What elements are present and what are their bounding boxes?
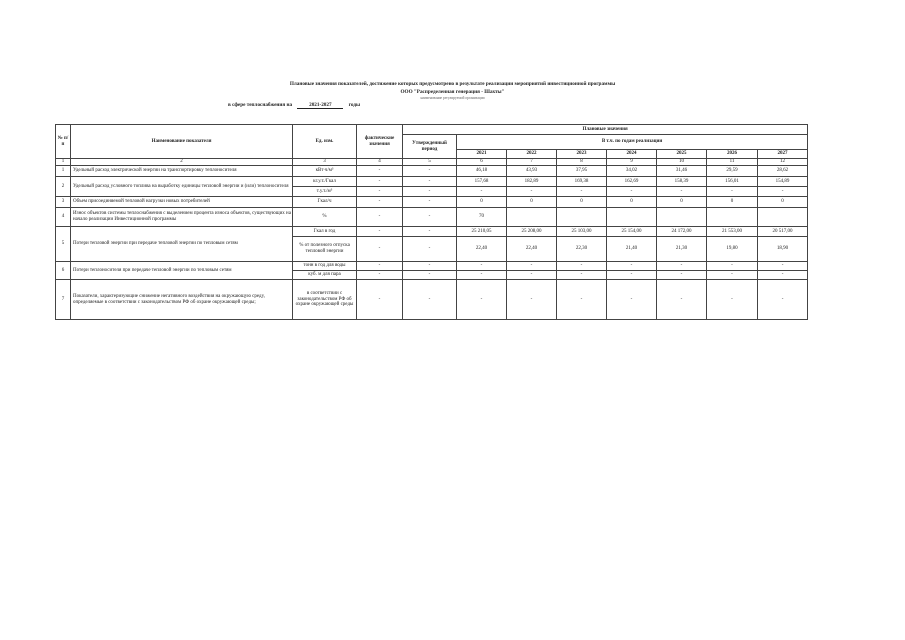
row-value: 156,01 <box>707 177 758 187</box>
row-value <box>758 208 808 227</box>
indicators-table <box>55 124 808 320</box>
row-value: - <box>507 280 557 320</box>
table-row <box>56 197 808 208</box>
header-unit: Ед. изм. <box>293 125 357 159</box>
row-approved: - <box>403 262 457 271</box>
row-value: - <box>657 280 707 320</box>
row-value: 19,80 <box>707 237 758 262</box>
row-value: 34,02 <box>607 166 657 177</box>
row-value: 25 103,00 <box>557 227 607 237</box>
row-value: - <box>758 187 808 197</box>
row-value: - <box>507 262 557 271</box>
row-value: 20 517,00 <box>758 227 808 237</box>
row-value: - <box>607 280 657 320</box>
row-value: 158,39 <box>657 177 707 187</box>
row-value <box>607 208 657 227</box>
row-value: - <box>507 271 557 280</box>
row-approved: - <box>403 237 457 262</box>
row-approved: - <box>403 208 457 227</box>
row-unit: % <box>293 208 357 227</box>
row-value: - <box>707 280 758 320</box>
header-year: 2024 <box>607 150 657 159</box>
row-value: 29,59 <box>707 166 758 177</box>
row-value: 0 <box>507 197 557 208</box>
row-value: - <box>557 271 607 280</box>
row-value: 18,90 <box>758 237 808 262</box>
sphere-prefix: в сфере теплоснабжения на <box>228 102 293 108</box>
sphere-line <box>228 102 360 109</box>
row-unit: в соответствии с законодательством РФ об охране окружающей среды <box>293 280 357 320</box>
table-row <box>56 208 808 227</box>
row-value: - <box>607 262 657 271</box>
row-value: 154,89 <box>758 177 808 187</box>
row-value: 0 <box>607 197 657 208</box>
header-year: 2027 <box>758 150 808 159</box>
row-num: 1 <box>56 166 71 177</box>
row-value: 182,89 <box>507 177 557 187</box>
row-value <box>707 208 758 227</box>
row-value: 157,68 <box>457 177 507 187</box>
row-value: - <box>657 271 707 280</box>
row-name: Объем присоединяемой тепловой нагрузки новых потребителей <box>71 197 293 208</box>
row-value: 0 <box>457 197 507 208</box>
row-value: 25 154,00 <box>607 227 657 237</box>
header-name: Наименование показателя <box>71 125 293 159</box>
header-num: № п/п <box>56 125 71 159</box>
row-value: 0 <box>657 197 707 208</box>
row-name: Потери теплоносителя при передаче тепловой энергии по тепловым сетям <box>71 262 293 280</box>
row-approved: - <box>403 271 457 280</box>
header-approved: Утвержденный период <box>403 135 457 159</box>
row-value: - <box>758 262 808 271</box>
row-unit: куб. м для пара <box>293 271 357 280</box>
table-row <box>56 280 808 320</box>
column-number: 11 <box>707 159 758 166</box>
header-year: 2021 <box>457 150 507 159</box>
row-name: Удельный расход электрической энергии на транспортировку теплоносителя <box>71 166 293 177</box>
column-number: 8 <box>557 159 607 166</box>
row-value: - <box>758 280 808 320</box>
column-number: 10 <box>657 159 707 166</box>
row-value: 46,18 <box>457 166 507 177</box>
row-value: - <box>557 262 607 271</box>
column-number: 2 <box>71 159 293 166</box>
table-row <box>56 177 808 187</box>
row-value: 0 <box>707 197 758 208</box>
row-actual: - <box>357 262 403 271</box>
row-value: - <box>758 271 808 280</box>
row-num: 6 <box>56 262 71 280</box>
column-number: 4 <box>357 159 403 166</box>
row-value: 37,95 <box>557 166 607 177</box>
row-value: - <box>457 262 507 271</box>
row-value: - <box>657 262 707 271</box>
row-unit: тонн в год для воды <box>293 262 357 271</box>
header-actual: фактические значения <box>357 125 403 159</box>
row-value: 21,40 <box>607 237 657 262</box>
column-number: 12 <box>758 159 808 166</box>
row-unit: кВт∙ч/м³ <box>293 166 357 177</box>
row-value: 22,30 <box>557 237 607 262</box>
row-actual: - <box>357 227 403 237</box>
row-value: 21,30 <box>657 237 707 262</box>
column-number: 5 <box>403 159 457 166</box>
row-unit: т.у.т./м³ <box>293 187 357 197</box>
row-value: 25 208,00 <box>507 227 557 237</box>
sphere-suffix: годы <box>348 102 361 108</box>
row-actual: - <box>357 187 403 197</box>
row-unit: Гкал/ч <box>293 197 357 208</box>
row-value: - <box>557 280 607 320</box>
row-value: 21 553,00 <box>707 227 758 237</box>
row-num: 4 <box>56 208 71 227</box>
row-value: - <box>507 187 557 197</box>
row-approved: - <box>403 177 457 187</box>
row-actual: - <box>357 197 403 208</box>
header-year: 2026 <box>707 150 758 159</box>
row-num: 2 <box>56 177 71 197</box>
row-value: - <box>707 187 758 197</box>
header-by-years: В т.ч. по годам реализации <box>457 135 808 150</box>
row-num: 5 <box>56 227 71 262</box>
row-value: 24 172,00 <box>657 227 707 237</box>
column-numbers-row <box>56 159 808 166</box>
row-approved: - <box>403 187 457 197</box>
row-approved: - <box>403 280 457 320</box>
row-value: - <box>457 271 507 280</box>
header-year: 2022 <box>507 150 557 159</box>
organization-note: наименование регулируемой организации <box>420 96 485 100</box>
row-approved: - <box>403 197 457 208</box>
row-value: 31,46 <box>657 166 707 177</box>
column-number: 6 <box>457 159 507 166</box>
row-value: 25 210,05 <box>457 227 507 237</box>
row-name: Удельный расход условного топлива на выработку единицы тепловой энергии и (или) теплоносителя <box>71 177 293 197</box>
row-value: - <box>607 187 657 197</box>
row-value: - <box>607 271 657 280</box>
row-value: 28,62 <box>758 166 808 177</box>
row-value: 70 <box>457 208 507 227</box>
row-actual: - <box>357 280 403 320</box>
row-value: 0 <box>758 197 808 208</box>
row-value: 22,40 <box>507 237 557 262</box>
row-value: - <box>707 262 758 271</box>
row-value: - <box>657 187 707 197</box>
row-unit: Гкал в год <box>293 227 357 237</box>
period-value: 2021-2027 <box>297 102 343 109</box>
row-approved: - <box>403 166 457 177</box>
row-value: - <box>457 187 507 197</box>
row-approved: - <box>403 227 457 237</box>
row-unit: % от полезного отпуска тепловой энергии <box>293 237 357 262</box>
row-value: 22,40 <box>457 237 507 262</box>
table-row <box>56 166 808 177</box>
row-value <box>657 208 707 227</box>
header-year: 2023 <box>557 150 607 159</box>
row-value: 162,69 <box>607 177 657 187</box>
row-name: Износ объектов системы теплоснабжения с выделением процента износа объектов, существующих на начало реализации Инвестиционной программы <box>71 208 293 227</box>
row-name: Потери тепловой энергии при передаче тепловой энергии по тепловым сетям <box>71 227 293 262</box>
row-value: 43,93 <box>507 166 557 177</box>
row-actual: - <box>357 271 403 280</box>
column-number: 9 <box>607 159 657 166</box>
column-number: 7 <box>507 159 557 166</box>
row-actual: - <box>357 208 403 227</box>
row-actual: - <box>357 237 403 262</box>
row-num: 7 <box>56 280 71 320</box>
row-actual: - <box>357 166 403 177</box>
table-row <box>56 227 808 237</box>
header-year: 2025 <box>657 150 707 159</box>
row-unit: кг.у.т./Гкал <box>293 177 357 187</box>
column-number: 3 <box>293 159 357 166</box>
row-value: 0 <box>557 197 607 208</box>
row-num: 3 <box>56 197 71 208</box>
row-value <box>507 208 557 227</box>
row-name: Показатели, характеризующие снижение негативного воздействия на окружающую среду, определяемые в соответствии с законодательством РФ об охране окружающей среды; <box>71 280 293 320</box>
row-value: - <box>557 187 607 197</box>
row-actual: - <box>357 177 403 187</box>
table-row <box>56 262 808 271</box>
document-title: Плановые значения показателей, достижение которых предусмотрено в результате реализации мероприятий инвестиционной программы <box>289 81 616 87</box>
row-value: - <box>457 280 507 320</box>
row-value <box>557 208 607 227</box>
row-value: 169,38 <box>557 177 607 187</box>
organization-name: ООО "Распределенная генерация - Шахты" <box>400 89 505 95</box>
column-number: 1 <box>56 159 71 166</box>
row-value: - <box>707 271 758 280</box>
header-planned: Плановые значения <box>403 125 808 135</box>
